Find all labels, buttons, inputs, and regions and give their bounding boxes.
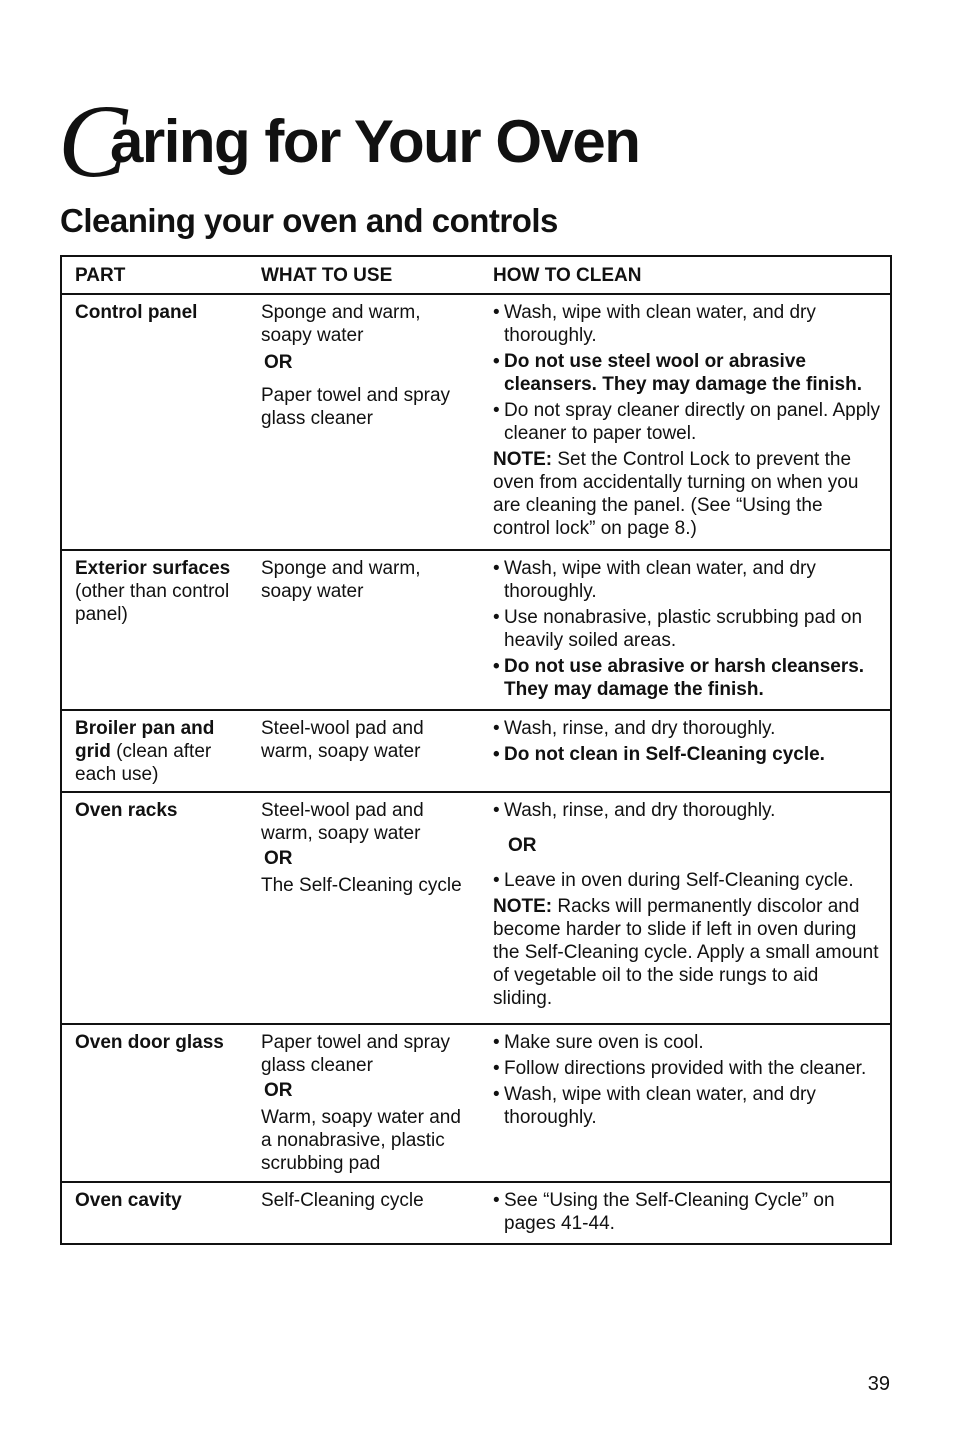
table-header-row — [61, 256, 891, 294]
note-label: NOTE: — [493, 896, 553, 917]
what-item: Steel-wool pad and warm, soapy water — [261, 800, 424, 844]
how-cell — [481, 1024, 891, 1182]
header-what-to-use: WHAT TO USE — [249, 256, 481, 294]
part-cell — [61, 710, 249, 792]
how-item: • Leave in oven during Self-Cleaning cycle. — [493, 869, 882, 892]
note — [493, 448, 882, 540]
part-detail: (clean after each use) — [75, 741, 212, 785]
part-name: Control panel — [75, 302, 198, 323]
how-item: • Follow directions provided with the cleaner. — [493, 1057, 882, 1080]
part-cell — [61, 792, 249, 1024]
what-item: Sponge and warm, soapy water — [261, 558, 421, 602]
how-item: • Make sure oven is cool. — [493, 1031, 882, 1054]
what-item: Paper towel and spray glass cleaner — [261, 1032, 451, 1076]
what-cell — [249, 550, 481, 710]
how-item: • Wash, rinse, and dry thoroughly. — [493, 799, 882, 822]
how-item: • See “Using the Self-Cleaning Cycle” on pages 41-44. — [493, 1189, 882, 1235]
how-cell — [481, 294, 891, 550]
part-name: Exterior surfaces — [75, 558, 231, 579]
what-cell — [249, 294, 481, 550]
note-text: Set the Control Lock to prevent the oven from accidentally turning on when you are cleaning the panel. (See “Using the control lock” on page 8.) — [493, 449, 859, 539]
how-cell — [481, 792, 891, 1024]
or-label: OR — [264, 352, 293, 373]
part-cell — [61, 294, 249, 550]
how-item-warning: • Do not clean in Self-Cleaning cycle. — [493, 743, 882, 766]
how-cell — [481, 710, 891, 792]
what-cell — [249, 1182, 481, 1244]
how-cell — [481, 1182, 891, 1244]
part-name: Broiler pan and grid — [75, 718, 215, 762]
note-text: Racks will permanently discolor and become harder to slide if left in oven during the Self-Cleaning cycle. Apply a small amount of vegetable oil to the side rungs to aid sliding. — [493, 896, 879, 1009]
table-row — [61, 710, 891, 792]
title-initial: C — [58, 84, 128, 199]
cleaning-table — [60, 255, 892, 1245]
table-row — [61, 294, 891, 550]
what-cell — [249, 792, 481, 1024]
what-cell — [249, 1024, 481, 1182]
table-row — [61, 792, 891, 1024]
what-item: Warm, soapy water and a nonabrasive, plastic scrubbing pad — [261, 1107, 461, 1174]
what-item: Steel-wool pad and warm, soapy water — [261, 718, 424, 762]
part-name: Oven racks — [75, 800, 178, 821]
what-item: Self-Cleaning cycle — [261, 1190, 424, 1211]
table-row — [61, 550, 891, 710]
title-text: aring for Your Oven — [110, 108, 640, 175]
what-item: Sponge and warm, soapy water — [261, 302, 421, 346]
or-label: OR — [264, 848, 293, 869]
how-item: • Wash, wipe with clean water, and dry thoroughly. — [493, 1083, 882, 1129]
table-row — [61, 1182, 891, 1244]
what-item: The Self-Cleaning cycle — [261, 875, 462, 896]
how-cell — [481, 550, 891, 710]
what-item: Paper towel and spray glass cleaner — [261, 385, 451, 429]
part-name: Oven cavity — [75, 1190, 182, 1211]
table-row — [61, 1024, 891, 1182]
how-item: • Do not spray cleaner directly on panel. Apply cleaner to paper towel. — [493, 399, 882, 445]
note-label: NOTE: — [493, 449, 553, 470]
or-label: OR — [508, 835, 537, 856]
what-cell — [249, 710, 481, 792]
part-name: Oven door glass — [75, 1032, 224, 1053]
how-item: • Wash, rinse, and dry thoroughly. — [493, 717, 882, 740]
how-item-warning: • Do not use steel wool or abrasive cleansers. They may damage the finish. — [493, 350, 882, 396]
section-heading: Cleaning your oven and controls — [60, 202, 558, 239]
header-how-to-clean: HOW TO CLEAN — [481, 256, 891, 294]
part-detail: (other than control panel) — [75, 581, 230, 625]
how-item: • Use nonabrasive, plastic scrubbing pad on heavily soiled areas. — [493, 606, 882, 652]
page-number: 39 — [867, 1373, 890, 1395]
note — [493, 895, 882, 1010]
part-cell — [61, 1182, 249, 1244]
or-label: OR — [264, 1080, 293, 1101]
header-part: PART — [61, 256, 249, 294]
how-item: • Wash, wipe with clean water, and dry thoroughly. — [493, 301, 882, 347]
how-item: • Wash, wipe with clean water, and dry thoroughly. — [493, 557, 882, 603]
how-item-warning: • Do not use abrasive or harsh cleansers. They may damage the finish. — [493, 655, 882, 701]
part-cell — [61, 550, 249, 710]
part-cell — [61, 1024, 249, 1182]
